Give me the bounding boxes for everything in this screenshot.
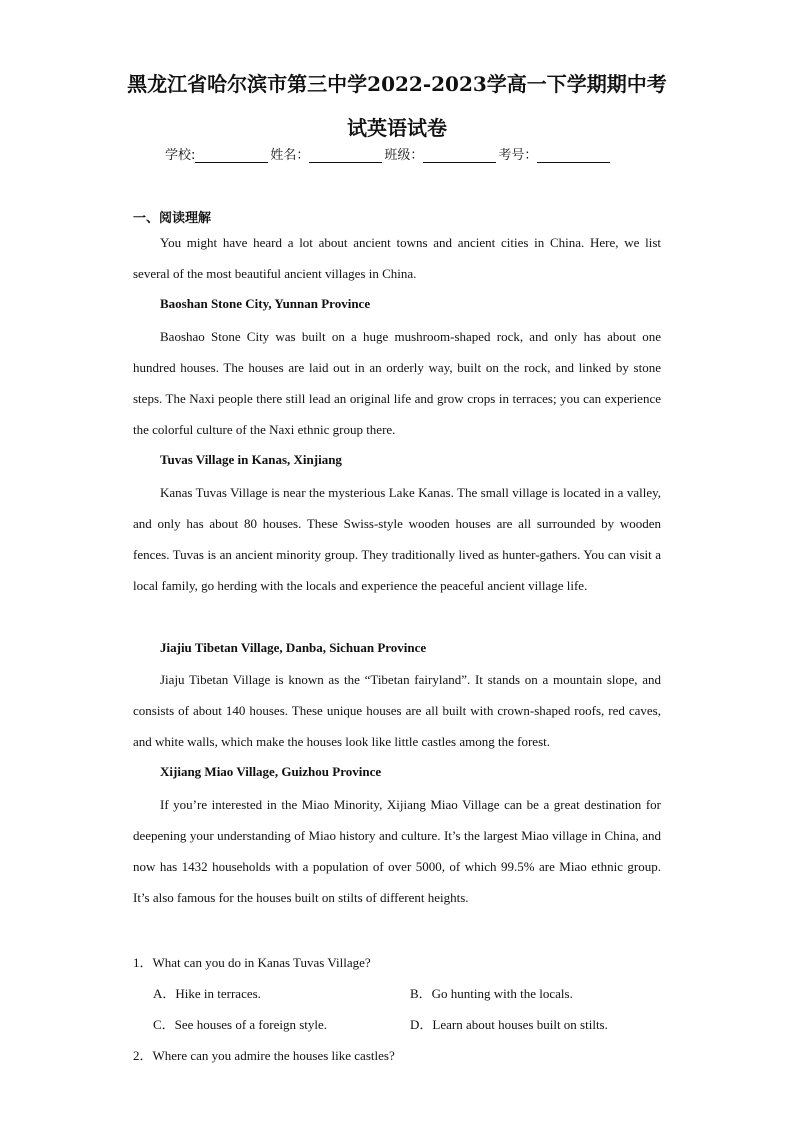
passage-body-baoshan: Baoshao Stone City was built on a huge mushroom-shaped rock, and only has about one hundred houses. The houses are laid out in an orderly way, built on the rock, and linked by stone steps. The Naxi people there still lead an original life and grow crops in terraces; you can experience the colorful culture of the Naxi ethnic group there. <box>133 329 661 437</box>
exam-title-line-1: 黑龙江省哈尔滨市第三中学2022-2023学高一下学期期中考 <box>127 72 667 96</box>
class-label: 班级： <box>384 148 424 163</box>
passage-body-jiajiu: Jiaju Tibetan Village is known as the “Tibetan fairyland”. It stands on a mountain slope, and consists of about 140 houses. These unique houses are all built with crown-shaped roofs, red caves, and white walls, which make the houses look like little castles among the forest. <box>133 672 661 749</box>
school-label: 学校: <box>165 148 196 163</box>
school-blank <box>195 148 268 163</box>
name-blank <box>309 148 382 163</box>
question-2-stem: 2．Where can you admire the houses like castles? <box>133 1048 395 1063</box>
question-1-option-c: C．See houses of a foreign style. <box>153 1017 328 1032</box>
question-1-option-d: D．Learn about houses built on stilts. <box>410 1017 608 1032</box>
passage-heading-baoshan: Baoshan Stone City, Yunnan Province <box>160 296 371 311</box>
passage-heading-jiajiu: Jiajiu Tibetan Village, Danba, Sichuan Province <box>160 640 427 655</box>
question-1-stem: 1．What can you do in Kanas Tuvas Village? <box>133 955 371 970</box>
intro-paragraph: You might have heard a lot about ancient towns and ancient cities in China. Here, we list several of the most beautiful ancient villages in China. <box>133 235 661 281</box>
class-blank <box>423 148 496 163</box>
question-1-option-b: B．Go hunting with the locals. <box>410 986 573 1001</box>
exam-number-blank <box>537 148 610 163</box>
passage-body-tuvas: Kanas Tuvas Village is near the mysterious Lake Kanas. The small village is located in a valley, and only has about 80 houses. These Swiss-style wooden houses are all surrounded by wooden fences. Tuvas is an ancient minority group. They traditionally lived as hunter-gathers. You can visit a local family, go herding with the locals and experience the peaceful ancient village life. <box>133 485 661 593</box>
passage-heading-tuvas: Tuvas Village in Kanas, Xinjiang <box>160 452 342 467</box>
question-1-option-a: A．Hike in terraces. <box>153 986 261 1001</box>
student-info-fields <box>165 144 612 163</box>
exam-title-line-2: 试英语试卷 <box>347 116 447 140</box>
passage-heading-xijiang: Xijiang Miao Village, Guizhou Province <box>160 764 382 779</box>
section-title: 一、阅读理解 <box>133 211 212 226</box>
passage-body-xijiang: If you’re interested in the Miao Minority, Xijiang Miao Village can be a great destination for deepening your understanding of Miao history and culture. It’s the largest Miao village in China, and now has 1432 households with a population of over 5000, of which 99.5% are Miao ethnic group. It’s also famous for the houses built on stilts of different heights. <box>133 797 661 905</box>
exam-number-label: 考号： <box>498 148 538 163</box>
name-label: 姓名： <box>270 148 310 163</box>
